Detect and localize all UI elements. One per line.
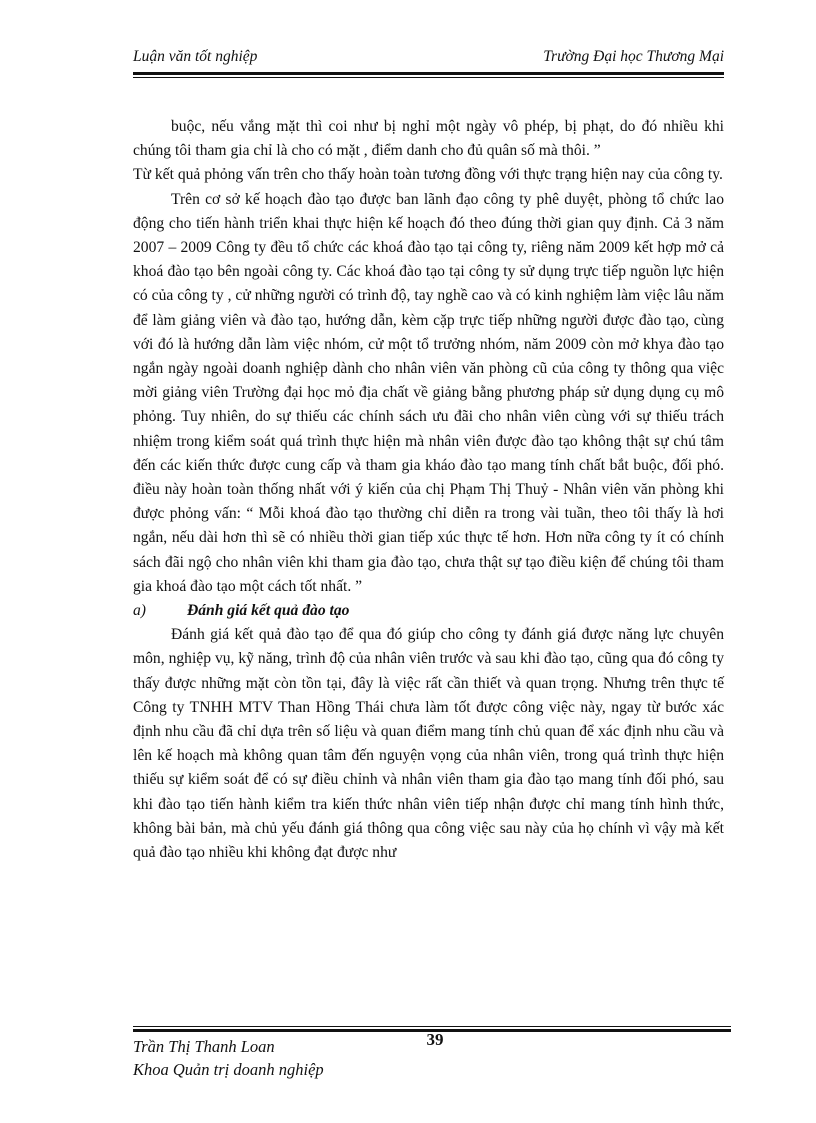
paragraph-quote-end: buộc, nếu vắng mặt thì coi như bị nghỉ một ngày vô phép, bị phạt, do đó nhiều khi chúng tôi tham gia chỉ là cho có mặt , điểm danh cho đủ quân số mà thôi. ” xyxy=(133,118,724,160)
paragraph-training-implementation: Trên cơ sở kế hoạch đào tạo được ban lãnh đạo công ty phê duyệt, phòng tổ chức lao động cho tiến hành triển khai thực hiện kế hoạch đó theo đúng thời gian quy định. Cả 3 năm 2007 – 2009 Công ty đều tổ chức các khoá đào tạo tại công ty, riêng năm 2009 kết hợp mở cả khoá đào tạo bên ngoài công ty. Các khoá đào tạo tại công ty sử dụng trực tiếp nguồn lực hiện có của công ty , cử những người có trình độ, tay nghề cao và có kinh nghiệm làm việc lâu năm để làm giảng viên và đào tạo, hướng dẫn, kèm cặp trực tiếp những người được đào tạo, cùng với đó là hướng dẫn làm việc nhóm, cử một tổ trưởng nhóm, năm 2009 còn mở khya đào tạo ngắn ngày ngoài doanh nghiệp dành cho nhân viên văn phòng cũ của công ty thông qua việc mời giảng viên Trường đại học mỏ địa chất về giảng bằng phương pháp sử dụng dụng cụ mô phỏng. Tuy nhiên, do sự thiếu các chính sách ưu đãi cho nhân viên cùng với sự thiếu trách nhiệm trong kiểm soát quá trình thực hiện mà nhân viên được đào tạo không thật sự chú tâm đến các kiến thức được cung cấp và tham gia kháo đào tạo mang tính chất bắt buộc, đối phó. điều này hoàn toàn thống nhất với ý kiến của chị Phạm Thị Thuỷ - Nhân viên văn phòng khi được phỏng vấn: “ Mỗi khoá đào tạo thường chỉ diễn ra trong vài tuần, theo tôi thấy là hơi ngắn, nếu dài hơn thì sẽ có nhiều thời gian tiếp xúc thực tế hơn. Hơn nữa công ty ít có chính sách đãi ngộ cho nhân viên khi tham gia đào tạo, chưa thật sự tạo điều kiện để chúng tôi tham gia khoá đào tạo một cách tốt nhất. ” xyxy=(133,190,724,595)
header-rule-thick xyxy=(133,72,724,75)
paragraph-interview-result: Từ kết quả phỏng vấn trên cho thấy hoàn toàn tương đồng với thực trạng hiện nay của công ty. xyxy=(133,166,723,184)
header-left-title: Luận văn tốt nghiệp xyxy=(133,48,258,65)
footer-author: Trần Thị Thanh Loan xyxy=(133,1037,275,1056)
header-right-title: Trường Đại học Thương Mại xyxy=(543,48,724,65)
page-number: 39 xyxy=(426,1030,444,1049)
section-heading-text: Đánh giá kết quả đào tạo xyxy=(187,602,350,620)
section-heading xyxy=(133,599,724,623)
section-heading-number: a) xyxy=(133,602,146,620)
header-rule-thin xyxy=(133,77,724,78)
page-body xyxy=(133,115,724,865)
footer-faculty: Khoa Quản trị doanh nghiệp xyxy=(133,1060,324,1079)
paragraph-training-evaluation: Đánh giá kết quả đào tạo để qua đó giúp cho công ty đánh giá được năng lực chuyên môn, nghiệp vụ, kỹ năng, trình độ của nhân viên trước và sau khi đào tạo, cũng qua đó công ty thấy được những mặt còn tồn tại, đây là việc rất cần thiết và quan trọng. Nhưng trên thực tế Công ty TNHH MTV Than Hồng Thái chưa làm tốt được công việc này, ngay từ bước xác định nhu cầu đã chỉ dựa trên số liệu và quan điểm mang tính chủ quan để xác định nhu cầu và lên kế hoạch mà không quan tâm đến nguyện vọng của nhân viên, trong quá trình thực hiện thiếu sự kiểm soát để có sự điều chỉnh và nhân viên tham gia đào tạo mang tính đối phó, sau khi đào tạo tiến hành kiểm tra kiến thức nhân viên tiếp nhận được chỉ mang tính hình thức, không bài bản, mà chủ yếu đánh giá thông qua công việc sau này của họ chính vì vậy mà kết quả đào tạo nhiều khi không đạt được như xyxy=(133,626,724,862)
footer-rule-thin xyxy=(133,1026,731,1027)
